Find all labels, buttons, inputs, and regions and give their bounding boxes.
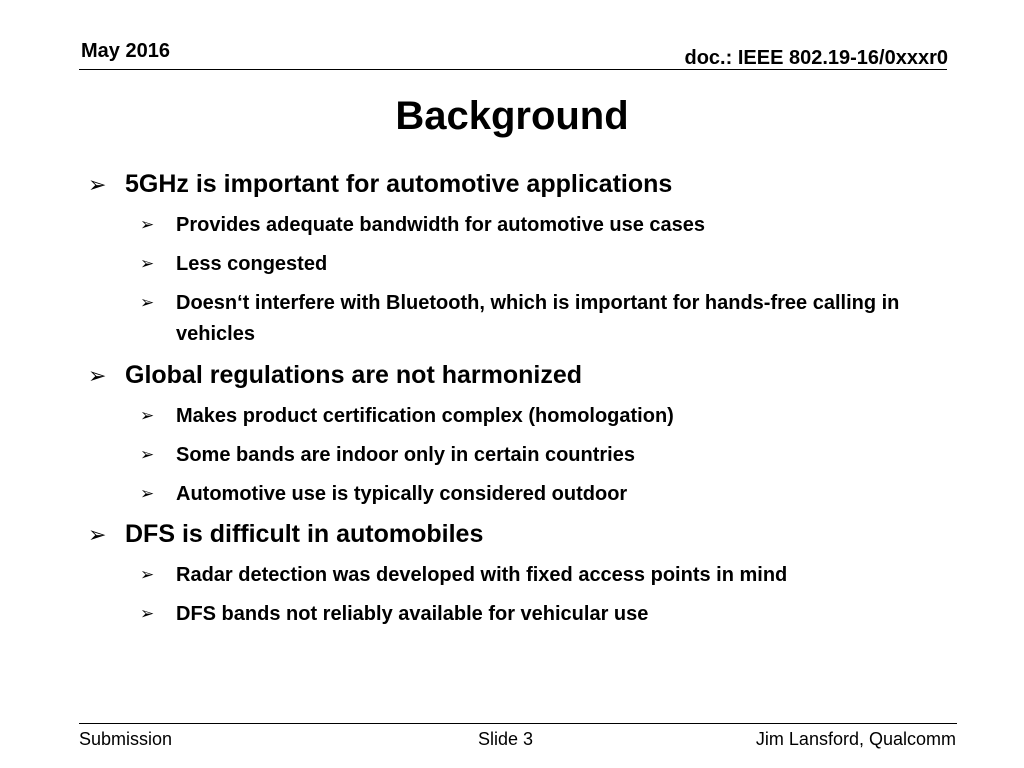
footer-slide-number: Slide 3 bbox=[478, 729, 534, 749]
header-divider bbox=[79, 69, 947, 70]
bullet-item bbox=[88, 168, 948, 201]
arrow-bullet-icon: ➢ bbox=[88, 522, 107, 547]
sub-bullet-item bbox=[88, 249, 948, 279]
arrow-bullet-icon: ➢ bbox=[140, 254, 155, 273]
arrow-bullet-icon: ➢ bbox=[88, 363, 107, 388]
sub-bullet-text: Makes product certification complex (homologation) bbox=[176, 405, 674, 427]
bullet-group bbox=[88, 168, 948, 350]
arrow-bullet-icon: ➢ bbox=[140, 484, 155, 503]
arrow-bullet-icon: ➢ bbox=[140, 293, 155, 312]
slide-title: Background bbox=[395, 94, 629, 138]
bullet-item bbox=[88, 359, 948, 392]
arrow-bullet-icon: ➢ bbox=[140, 215, 155, 234]
sub-bullet-item bbox=[88, 599, 948, 629]
sub-bullet-text: Provides adequate bandwidth for automotive use cases bbox=[176, 214, 706, 236]
sub-bullet-item bbox=[88, 288, 948, 350]
bullet-item bbox=[88, 518, 948, 551]
bullet-group bbox=[88, 518, 948, 629]
sub-bullet-item bbox=[88, 560, 948, 590]
header-date: May 2016 bbox=[81, 40, 170, 62]
bullet-list bbox=[88, 168, 948, 638]
sub-bullet-item bbox=[88, 440, 948, 470]
sub-bullet-text: Less congested bbox=[176, 253, 328, 275]
sub-bullet-text: Automotive use is typically considered outdoor bbox=[176, 483, 628, 505]
header-doc-id: doc.: IEEE 802.19-16/0xxxr0 bbox=[684, 47, 948, 69]
footer-author: Jim Lansford, Qualcomm bbox=[755, 729, 956, 749]
arrow-bullet-icon: ➢ bbox=[140, 445, 155, 464]
bullet-text: 5GHz is important for automotive applications bbox=[125, 170, 673, 198]
arrow-bullet-icon: ➢ bbox=[140, 604, 155, 623]
arrow-bullet-icon: ➢ bbox=[140, 406, 155, 425]
sub-bullet-text: DFS bands not reliably available for vehicular use bbox=[176, 603, 649, 625]
footer-divider bbox=[79, 723, 957, 724]
sub-bullet-item bbox=[88, 479, 948, 509]
arrow-bullet-icon: ➢ bbox=[88, 172, 107, 197]
bullet-text: Global regulations are not harmonized bbox=[125, 361, 583, 389]
sub-bullet-item bbox=[88, 401, 948, 431]
sub-bullet-text: Some bands are indoor only in certain countries bbox=[176, 444, 635, 466]
bullet-group bbox=[88, 359, 948, 509]
sub-bullet-text: Radar detection was developed with fixed access points in mind bbox=[176, 564, 788, 586]
sub-bullet-text: Doesn‘t interfere with Bluetooth, which is important for hands-free calling in vehicles bbox=[176, 292, 900, 345]
arrow-bullet-icon: ➢ bbox=[140, 565, 155, 584]
sub-bullet-item bbox=[88, 210, 948, 240]
footer-submission: Submission bbox=[79, 729, 173, 749]
bullet-text: DFS is difficult in automobiles bbox=[125, 520, 484, 548]
